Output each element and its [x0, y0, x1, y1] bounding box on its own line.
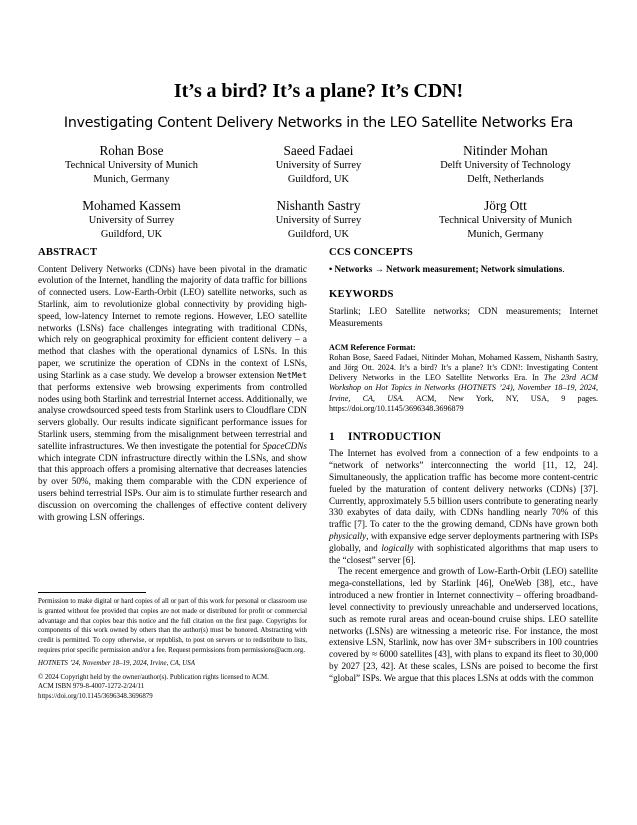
keywords-text: Starlink; LEO Satellite networks; CDN measurements; Internet Measurements [329, 306, 598, 328]
author-entry [412, 197, 599, 242]
ccs-concepts-value: • Networks → Network measurement; Network simulations [329, 263, 563, 274]
intro-p1-part-3: with sophisticated algorithms that map users to the “closest” server [6]. [329, 542, 598, 565]
spacecdns-term: SpaceCDNs [262, 440, 307, 451]
author-affiliation: University of Surrey [88, 214, 175, 226]
author-entry [38, 142, 225, 187]
author-entry [225, 197, 412, 242]
paper-subtitle: Investigating Content Delivery Networks in the LEO Satellite Networks Era [63, 115, 574, 131]
author-location: Delft, Netherlands [467, 173, 544, 185]
acm-reference-part-1: Rohan Bose, Saeed Fadaei, Nitinder Mohan, Mohamed Kassem, Nishanth Sastry, and Jörg Ott. 2024. It’s a bird? It’s a plane? It’s CDN!: Investigating Content Delivery Networks in the LEO Satellite Networks Era. In [329, 352, 598, 383]
author-affiliation: University of Surrey [275, 160, 362, 172]
logically-term: logically [381, 542, 414, 553]
intro-p1-part-1: The Internet has evolved from a connection of a few endpoints to a “network of networks” interconnecting the world [11, 12, 24]. Simultaneously, the application traffic has become more content-centric fueled by the maturation of content delivery networks (CDNs) [37]. Currently, approximately 5.5 billion users contribute to generating nearly 330 exabytes of data daily, with CDNs handling nearly 70% of this traffic [7]. To cater to the the growing demand, CDNs have grown both [329, 448, 598, 530]
author-affiliation: Technical University of Munich [65, 160, 198, 172]
author-affiliation: Delft University of Technology [440, 160, 571, 172]
physically-term: physically [329, 531, 367, 542]
author-name: Nitinder Mohan [463, 143, 548, 158]
author-name: Mohamed Kassem [82, 197, 181, 213]
abstract-heading: ABSTRACT [38, 247, 98, 258]
author-entry [225, 142, 412, 187]
author-location: Guildford, UK [287, 173, 350, 185]
ccs-concepts-heading: CCS CONCEPTS [329, 247, 413, 258]
ccs-period: . [562, 263, 565, 274]
section-title: INTRODUCTION [348, 430, 442, 443]
author-location: Guildford, UK [287, 228, 350, 240]
left-column [38, 246, 307, 523]
intro-p1-part-2: , with expansive edge server deployments partnering with ISPs globally, and [329, 531, 598, 553]
author-affiliation: Technical University of Munich [439, 214, 572, 226]
author-entry [38, 197, 225, 242]
intro-paragraph-1 [329, 448, 598, 566]
acm-reference-part-2: ACM, New York, NY, USA, 9 pages. https://doi.org/10.1145/3696348.3696879 [329, 393, 598, 413]
ccs-concepts-text [329, 264, 598, 276]
author-location: Munich, Germany [467, 228, 544, 240]
intro-paragraph-2: The recent emergence and growth of Low-Earth-Orbit (LEO) satellite mega-constellations, led by Starlink [46], OneWeb [38], etc., have introduced a new frontier in Internet connectivity – offering broadband-level connectivity to previously unreachable and underserved locations, such as remote rural areas and ocean-bound cruise ships. LEO satellite networks (LSNs) are witnessing a meteoric rise. For instance, the most extensive LSN, Starlink, now has over 3M+ subscribers in 100 countries covered by ≈ 6000 satellites [43], with plans to expand its fleet to 30,000 by 2027 [23, 42]. At these scales, LSNs are poised to become the first “global” ISPs. We argue that this places LSNs at odds with the common [329, 566, 598, 683]
keywords-heading: KEYWORDS [329, 289, 394, 301]
abstract-part-2: that performs extensive web browsing experiments from controlled nodes using both Starlink and terrestrial Internet access. Additionally, we analyse crowdsourced speed tests from Starlink users to Cloudflare CDN servers globally. Our results indicate significant performance issues for Starlink users, stemming from the misalignment between terrestrial and satellite infrastructures. We then investigate the potential for [38, 381, 307, 451]
rights-statement: © 2024 Copyright held by the owner/author(s). Publication rights licensed to ACM. [38, 673, 269, 681]
acm-reference-format [329, 343, 598, 414]
copyright-block [38, 592, 307, 702]
author-entry [412, 142, 599, 187]
acm-reference-venue: The 23rd ACM Workshop on Hot Topics in Networks (HOTNETS ’24), November 18–19, 2024, Irvine, CA, USA. [329, 373, 599, 403]
author-location: Munich, Germany [93, 173, 170, 185]
netmet-tool-name: NetMet [277, 369, 307, 380]
acm-isbn: ACM ISBN 979-8-4007-1272-2/24/11 [38, 683, 145, 691]
author-location: Guildford, UK [100, 228, 163, 240]
author-name: Rohan Bose [99, 143, 164, 158]
section-number: 1 [329, 430, 335, 443]
author-affiliation: University of Surrey [275, 214, 362, 226]
author-list [38, 142, 599, 251]
venue-line: HOTNETS ’24, November 18–19, 2024, Irvine, CA, USA [38, 659, 195, 667]
page-title: It’s a bird? It’s a plane? It’s CDN! [173, 80, 464, 102]
permission-statement: Permission to make digital or hard copies of all or part of this work for personal or classroom use is granted without fee provided that copies are not made or distributed for profit or commercial advantage and that copies bear this notice and the full citation on the first page. Copyrights for components of this work owned by others than the author(s) must be honored. Abstracting with credit is permitted. To copy otherwise, or republish, to post on servers or to redistribute to lists, requires prior specific permission and/or a fee. Request permissions from permissions@acm.org. [38, 598, 307, 654]
author-name: Saeed Fadaei [283, 143, 354, 158]
abstract-text [38, 264, 307, 524]
abstract-part-3: which integrate CDN infrastructure directly within the LSNs, and show that this approach offers a promising alternative that decreases latencies by over 50%, making them comparable with the CDN experience of users behind terrestrial ISPs. Our aim is to stimulate further research and discussion on overcoming the challenges of effective content delivery with growing LSN offerings. [38, 452, 307, 522]
copyright-rule [38, 592, 146, 593]
author-name: Jörg Ott [484, 197, 527, 213]
acm-reference-heading: ACM Reference Format: [329, 342, 416, 352]
abstract-part-1: Content Delivery Networks (CDNs) have been pivotal in the dramatic evolution of the Internet, handling the majority of data traffic for billions of connected users. Low-Earth-Orbit (LEO) satellite networks, such as Starlink, aim to revolutionize global connectivity by providing high-speed, low-latency Internet to remote regions. However, LEO satellite networks (LSNs) face challenges integrating with traditional CDNs, which rely on geographical proximity for efficient content delivery – a method that clashes with the operational dynamics of LSNs. In this paper, we scrutinize the operation of CDNs in the context of LSNs, using Starlink as a case study. We develop a browser extension [38, 263, 307, 380]
author-name: Nishanth Sastry [276, 197, 361, 213]
title-block [38, 80, 599, 132]
doi-link[interactable]: https://doi.org/10.1145/3696348.3696879 [38, 693, 153, 701]
right-column [329, 246, 598, 685]
introduction-heading [329, 430, 598, 444]
